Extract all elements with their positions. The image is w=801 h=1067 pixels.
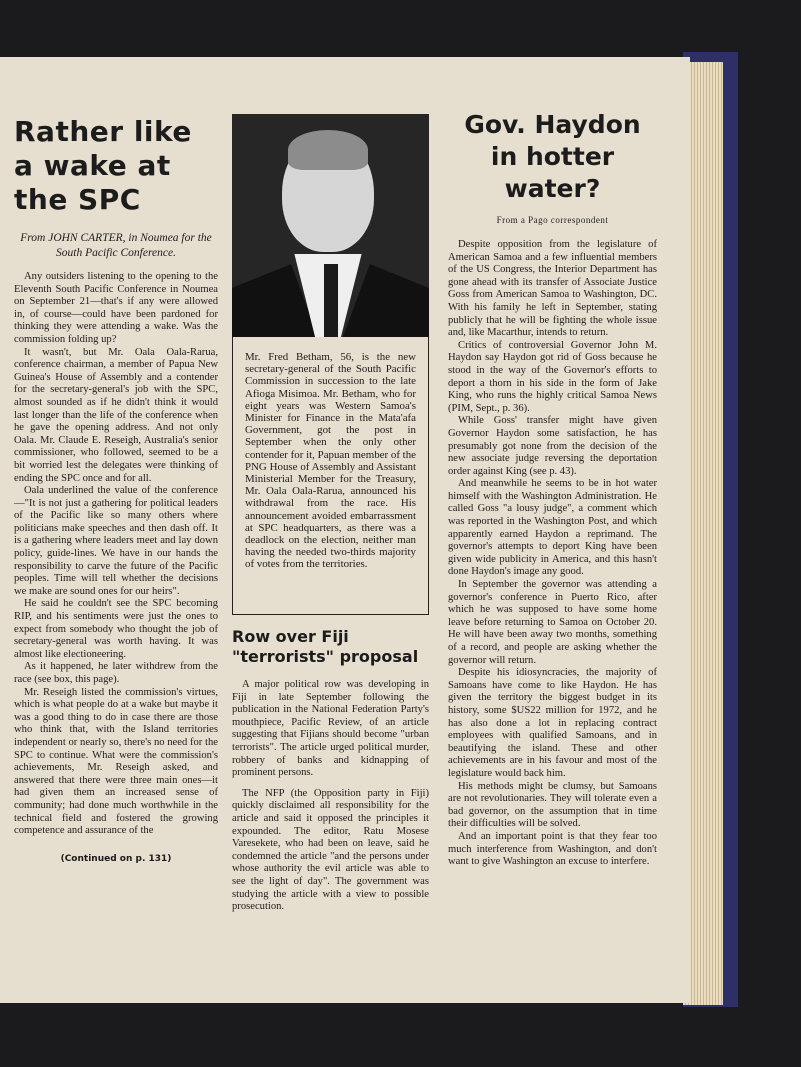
right-column bbox=[448, 109, 657, 869]
paragraph: Oala underlined the value of the conference—"It is not just a gathering for political leaders of the Pacific like so many others where politicians make speeches and then dash off. It is a gathering where leaders meet and lay down policy, guide-lines. We have in our hands the responsibility to carve the future of the Pacific peoples. Time will tell whether the decisions we make are sound ones for our heirs". bbox=[14, 485, 218, 597]
article-body bbox=[448, 239, 657, 869]
paragraph: And an important point is that they fear too much interference from Washington, and don't want to give Washington an excuse to interfere. bbox=[448, 830, 657, 868]
photo-caption: Mr. Fred Betham, 56, is the new secretary-general of the South Pacific Commission in succession to the late Afioga Misimoa. Mr. Betham, who for eight years was Western Samoa's Minister for Finance in the Mata'afa Government, got the post in September when the only other contender for it, Papuan member of the PNG House of Assembly and Assistant Ministerial Member for the Treasury, Mr. Oala Oala-Rarua, announced his withdrawal from the race. His announcement avoided embarrassment at SPC headquarters, as there was a deadlock on the election, neither man having the needed two-thirds majority of votes from the territories. bbox=[245, 351, 416, 571]
dateline: From a Pago correspondent bbox=[496, 215, 609, 225]
magazine-page bbox=[0, 57, 690, 1022]
paragraph: Mr. Reseigh listed the commission's virtues, which is what people do at a wake but maybe it was a good thing to do in case there are those who think that, with the Island territories independent or nearly so, there's no need for the SPC to continue. What were the commission's achievements, Mr. Reseigh asked, and answered that there were three main ones—it had given them an increased sense of community; had done much worthwhile in the technical field and fostered the growing competence and assurance of the bbox=[14, 686, 218, 837]
paragraph: And meanwhile he seems to be in hot water himself with the Washington Administration. He called Goss "a lousy judge", a comment which was reported in the Washington Post, and which apparently earned Haydon a reprimand. The governor's attempts to deport King have been given wide publicity in America, and this hasn't done Haydon's image any good. bbox=[448, 478, 657, 578]
page-number: 27 bbox=[638, 1003, 655, 1022]
paragraph: While Goss' transfer might have given Governor Haydon some satisfaction, he has presumably got none from the decision of the new associate judge reversing the deportation order against King (see p. 43). bbox=[448, 415, 657, 477]
paragraph: Despite his idiosyncracies, the majority of Samoans have come to like Haydon. He has given the territory the biggest budget in its history, some $US22 million for 1972, and he has also done a lot in replacing contract employees with qualified Samoans, and in beautifying the island. These and other achievements are in his favour and most of the legislature would back him. bbox=[448, 667, 657, 779]
paragraph: He said he couldn't see the SPC becoming RIP, and his sentiments were just the ones to expect from somebody who thought the job of secretary-general was worth having. It was almost like electioneering. bbox=[14, 598, 218, 660]
paragraph: As it happened, he later withdrew from the race (see box, this page). bbox=[14, 661, 218, 685]
paragraph: His methods might be clumsy, but Samoans are not revolutionaries. They will tolerate even a bad governor, on the assumption that in time their difficulties will be solved. bbox=[448, 780, 657, 830]
article-body bbox=[14, 271, 218, 838]
publication-footer: PACIFIC ISLANDS MONTHLY—OCTOBER, 1971 bbox=[18, 1010, 240, 1020]
paragraph: It wasn't, but Mr. Oala Oala-Rarua, conference chairman, a member of Papua New Guinea's House of Assembly and a contender for the secretary-general's job with the SPC, almost sounded as if he didn't think it would last longer than the life of the conference when he gave the opening address. And not only Oala. Mr. Claude E. Reseigh, Australia's senior commissioner, who followed, seemed to be a bit worried lest the delegates were thinking of ending the SPC once and for all. bbox=[14, 346, 218, 484]
article-headline: Gov. Haydon in hotter water? bbox=[464, 110, 641, 203]
paragraph: The NFP (the Opposition party in Fiji) quickly disclaimed all responsibility for the article and said it opposed the principles it expounded. The editor, Ratu Mosese Varesekete, who had been on leave, said he condemned the article "and the persons under whose authority the evil article was able to see the light of day". The government was studying the article with a view to possible prosecution. bbox=[232, 787, 429, 913]
article-body bbox=[232, 679, 429, 914]
subheadline: Row over Fiji "terrorists" proposal bbox=[232, 627, 419, 666]
paragraph: In September the governor was attending a governor's conference in Puerto Rico, after which he was supposed to have some home leave before returning to Samoa on October 20. He will have been away two months, something of a record, and people are asking whether the governor will return. bbox=[448, 579, 657, 666]
paragraph: Despite opposition from the legislature of American Samoa and a few influential members of the US Congress, the Interior Department has gone ahead with its transfer of Associate Justice Goss from American Samoa to Washington, DC. With his family he left in September, stating publicly that he will be fighting the whole issue and, like Macarthur, intends to return. bbox=[448, 239, 657, 339]
paragraph: Critics of controversial Governor John M. Haydon say Haydon got rid of Goss because he stood in the way of the Governor's efforts to deport a thorn in his side in the form of Jake King, who runs the highly critical Samoa News (PIM, Sept., p. 36). bbox=[448, 339, 657, 414]
photo-caption-box bbox=[232, 337, 429, 615]
left-column bbox=[14, 115, 218, 864]
paragraph: A major political row was developing in Fiji in late September following the publication in the National Federation Party's mouthpiece, Pacific Review, of an article suggesting that Fijians should become "urban terrorists". The article urged political murder, robbery of banks and kidnapping of prominent persons. bbox=[232, 679, 429, 779]
paragraph: Any outsiders listening to the opening to the Eleventh South Pacific Conference in Noumea on September 21—that's if any were allowed in, of course—could have been pardoned for thinking they were attending a wake. Was the commission folding up? bbox=[14, 271, 218, 345]
portrait-photo bbox=[232, 114, 429, 337]
article-headline: Rather like a wake at the SPC bbox=[14, 115, 192, 216]
continued-note: (Continued on p. 131) bbox=[60, 853, 172, 864]
byline: From JOHN CARTER, in Noumea for the South Pacific Conference. bbox=[20, 232, 212, 259]
middle-column bbox=[232, 114, 429, 914]
